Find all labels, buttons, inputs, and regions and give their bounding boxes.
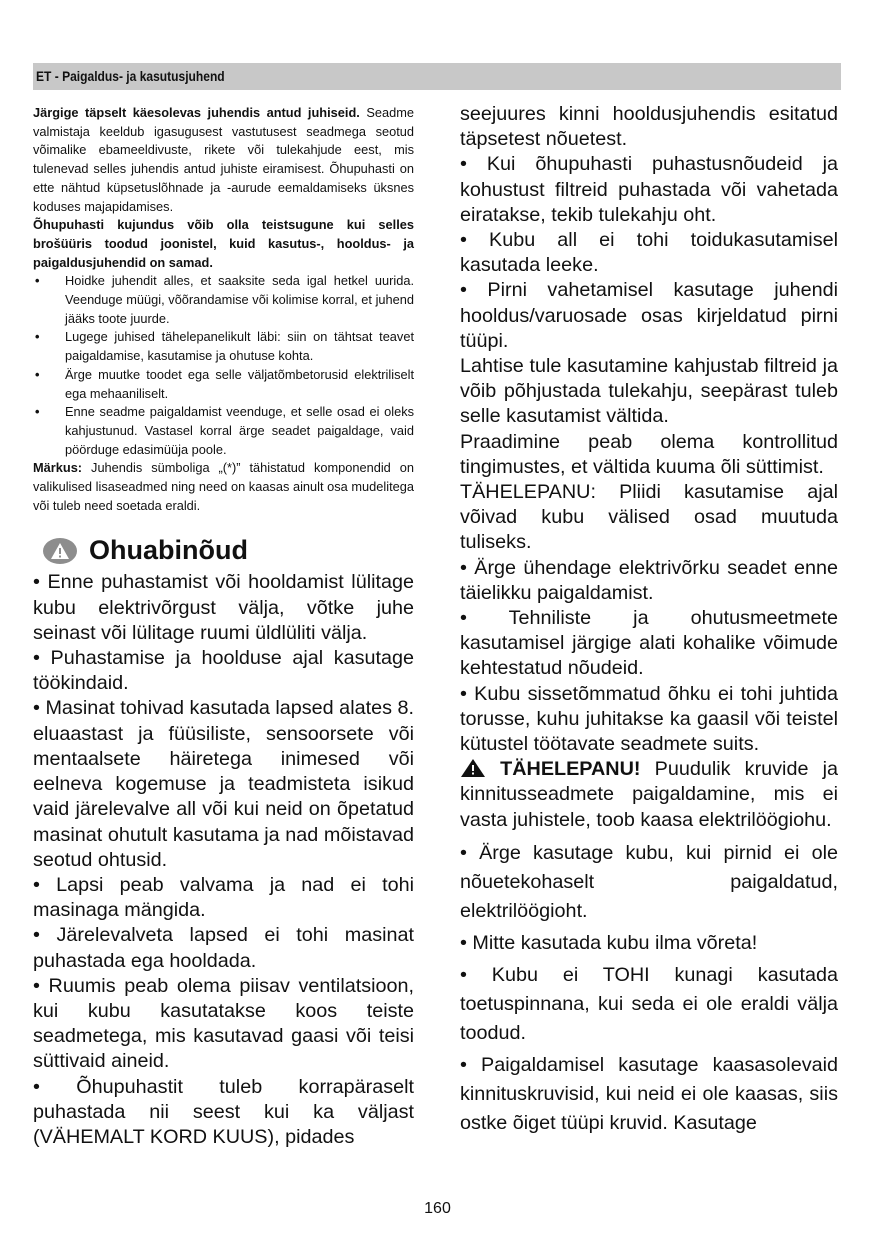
list-item: • Ärge muutke toodet ega selle väljatõmbetorusid elektriliselt ega mehaaniliselt. bbox=[33, 366, 414, 403]
warning-icon bbox=[43, 538, 77, 564]
safety-right-text bbox=[460, 102, 838, 833]
safety-paragraph: seejuures kinni hooldusjuhendis esitatud täpsetest nõuetest. bbox=[460, 103, 838, 151]
safety-paragraph: • Kubu all ei tohi toidukasutamisel kasutada leeke. bbox=[460, 229, 838, 277]
list-item: • Hoidke juhendit alles, et saaksite seda igal hetkel uurida. Veenduge müügi, võõrandamise või kolimise korral, et juhend jääks toote juurde. bbox=[33, 272, 414, 328]
safety-paragraph: • Mitte kasutada kubu ilma võreta! bbox=[460, 931, 758, 954]
safety-paragraph: • Enne puhastamist või hooldamist lülitage kubu elektrivõrgust välja, võtke juhe seinast või lülitage ruumi üldlüliti välja. bbox=[33, 571, 414, 644]
note-label: Märkus: bbox=[33, 460, 83, 476]
left-column bbox=[33, 104, 414, 1150]
safety-paragraph: • Õhupuhastit tuleb korrapäraselt puhastada nii seest kui ka väljast (VÄHEMALT KORD KUUS), pidades bbox=[33, 1075, 414, 1148]
intro-bold-lead: Järgige täpselt käesolevas juhendis antud juhiseid. bbox=[33, 105, 360, 120]
safety-paragraph: • Kui õhupuhasti puhastusnõudeid ja kohustust filtreid puhastada või vahetada eiratakse, tekib tulekahju oht. bbox=[460, 153, 838, 226]
intro-bullet-list bbox=[33, 272, 414, 459]
safety-paragraph: • Lapsi peab valvama ja nad ei tohi masinaga mängida. bbox=[33, 873, 414, 922]
safety-paragraph: • Kubu ei TOHI kunagi kasutada toetuspinnana, kui seda ei ole eraldi välja toodud. bbox=[460, 963, 838, 1044]
safety-paragraph: • Ärge ühendage elektrivõrku seadet enne täielikku paigaldamist. bbox=[460, 556, 838, 604]
safety-paragraph: Praadimine peab olema kontrollitud tingimustes, et vältida kuuma õli süttimist. bbox=[460, 430, 838, 478]
intro-paragraph-2: Õhupuhasti kujundus võib olla teistsugune kui selles brošüüris toodud joonistel, kuid kasutus-, hooldus- ja paigaldusjuhendid on samad. bbox=[33, 217, 414, 270]
note-paragraph bbox=[33, 459, 414, 515]
safety-right-text-2 bbox=[460, 839, 838, 1138]
safety-paragraph: • Masinat tohivad kasutada lapsed alates 8. eluaastast ja füüsiliste, sensoorsete või mentaalsete häiretega inimesed või eelneva kogemuse ja teadmisteta isikud vaid järelevalve all või kui neid on õpetatud masinat ohutult kasutama ja nad mõistavad seotud ohtusid. bbox=[33, 697, 414, 871]
safety-title: Ohuabinõud bbox=[89, 535, 248, 566]
list-item: • Enne seadme paigaldamist veenduge, et selle osad ei oleks kahjustunud. Vastasel korral ärge seadet paigaldage, vaid pöörduge edasimüüja poole. bbox=[33, 403, 414, 459]
safety-paragraph: TÄHELEPANU: Pliidi kasutamise ajal võivad kubu välised osad muutuda tuliseks. bbox=[460, 481, 838, 554]
safety-paragraph: • Pirni vahetamisel kasutage juhendi hooldus/varuosade osas kirjeldatud pirni tüüpi. bbox=[460, 279, 838, 352]
intro-text: Seadme valmistaja keeldub igasugusest vastutusest seadmega seotud võimalike ebameeldivuste, rikete või tulekahjude eest, mis tulenevad selles juhendis antud juhiste eiramisest. Õhupuhasti on ette nähtud küpsetuslõhnade ja -aurude eemaldamiseks üksnes koduses majapidamises. bbox=[33, 105, 414, 214]
safety-paragraph: Lahtise tule kasutamine kahjustab filtreid ja võib põhjustada tulekahju, seepärast tuleb selle kasutamist vältida. bbox=[460, 355, 838, 428]
safety-paragraph: • Ruumis peab olema piisav ventilatsioon, kui kubu kasutatakse koos teiste seadmetega, mis kasutavad gaasi või teisi süttivaid aineid. bbox=[33, 974, 414, 1073]
note-text: Juhendis sümboliga „(*)” tähistatud komponendid on valikulised lisaseadmed ning need on kaasas ainult osa mudelitega või tuleb need soetada eraldi. bbox=[33, 460, 414, 513]
safety-heading bbox=[33, 535, 414, 566]
warning-paragraph bbox=[460, 757, 838, 833]
safety-paragraph: • Kubu sissetõmmatud õhku ei tohi juhtida torusse, kuhu juhitakse ka gaasil või teistel kütustel töötavate seadmete suits. bbox=[460, 682, 838, 756]
safety-paragraph: • Puhastamise ja hoolduse ajal kasutage töökindaid. bbox=[33, 647, 414, 695]
page-number: 160 bbox=[424, 1200, 451, 1217]
section-header-bar bbox=[33, 63, 841, 90]
section-header-title: ET - Paigaldus- ja kasutusjuhend bbox=[36, 68, 225, 84]
right-column bbox=[460, 102, 838, 1141]
safety-paragraph: • Paigaldamisel kasutage kaasasolevaid kinnituskruvisid, kui neid ei ole kaasas, siis ostke õiget tüüpi kruvid. Kasutage bbox=[460, 1053, 838, 1134]
intro-block bbox=[33, 104, 414, 515]
list-item: • Lugege juhised tähelepanelikult läbi: siin on tähtsat teavet paigaldamise, kasutamise ja ohutuse kohta. bbox=[33, 328, 414, 365]
warning-text: Puudulik kruvide ja kinnitusseadmete paigaldamine, mis ei vasta juhistele, toob kaasa elektrilöögiohu. bbox=[460, 758, 839, 831]
warning-triangle-icon bbox=[460, 758, 486, 778]
safety-paragraph: • Ärge kasutage kubu, kui pirnid ei ole nõuetekohaselt paigaldatud, elektrilöögioht. bbox=[460, 841, 838, 922]
intro-paragraph-1 bbox=[33, 104, 414, 216]
safety-left-text bbox=[33, 570, 414, 1150]
warning-label: TÄHELEPANU! bbox=[500, 758, 641, 781]
safety-paragraph: • Järelevalveta lapsed ei tohi masinat puhastada ega hooldada. bbox=[33, 924, 414, 972]
safety-paragraph: • Tehniliste ja ohutusmeetmete kasutamisel järgige alati kohalike võimude kehtestatud nõudeid. bbox=[460, 607, 838, 680]
